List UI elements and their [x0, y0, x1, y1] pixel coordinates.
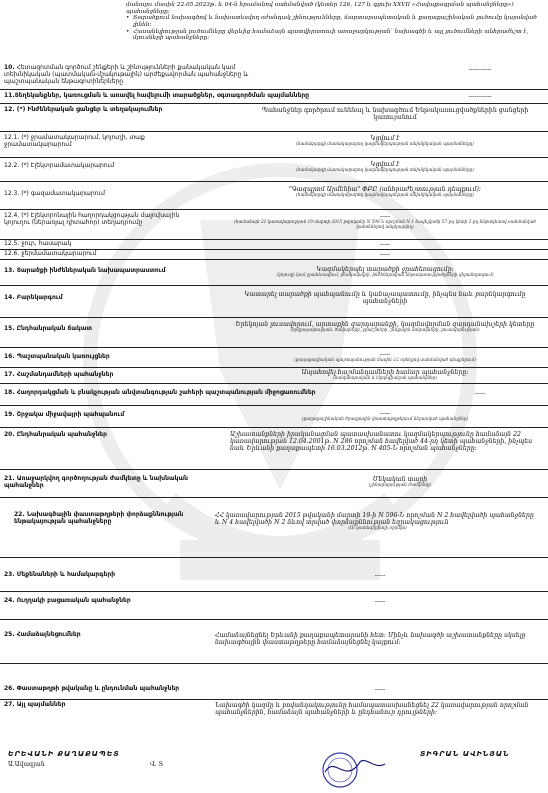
row-label: 12. (*) Ինժեներական ցանցեր և տեղակայումներ	[4, 106, 163, 113]
row-26	[0, 664, 548, 700]
row-label: 12.5. ջուր, հասարակ	[4, 240, 72, 247]
intro-bullet: • Տարածքում նախագծով և նախատեսվող օժանդակ շինությունները, ճարտարապետական և քաղաքաշինական լուծումը կայանված լինեն։	[126, 15, 542, 28]
row-label: 22. Նախագծային փաստաթղթերի փորձաքննության ենթակայության պահանջները	[14, 511, 184, 525]
row-24	[0, 592, 548, 620]
row-27	[0, 700, 548, 744]
row-label: 24. Ուղղակի բացառական պահանջներ	[4, 597, 131, 604]
row-label: 20. Ընդհանրական պահանջներ	[4, 431, 108, 438]
row-value: Երեկոյան լուսավորում, արտաքին զարդարանքի, կազմավորման զարդանախշերի կետերը (երկրաչափության, ծավալների, ջրաէշտերի, շենքային ամրակների, լուսավորության)	[235, 321, 535, 333]
row-label: 16. Պաշտպանական կառույցներ	[4, 353, 110, 360]
row-label: 23. Մեքենաների և համակարգերի	[4, 571, 116, 578]
row-label: 12.6. ջերմամատակարարում	[4, 250, 97, 257]
row-value: -----	[474, 390, 486, 397]
row-label: 12.4. (*) Էլեկտրոնային հաղորդակցության մալուխային կոյուղու (ներառյալ դիտահոր) տեղադրումը	[4, 212, 180, 226]
row-value: ----- (քաղաքացիական պաշտպանության մասին ՀՀ օրենքով սահմանված դեպքերում)	[293, 351, 477, 363]
row-value: Համաձայնեցնել Երևանի քաղաքապետարանի հետ։ Մինչև նախագծի աշխատանքները սկսելը նախագծային փաստաթղթերը համաձայնեցնել կայքում։	[215, 632, 526, 647]
mayor-title: ԵՐԵՎԱՆԻ ՔԱՂԱՔԱՊԵՏ	[8, 750, 120, 758]
intro-bullet: • Հասանելիության լուծումները վերևից համաձայն պատվիրատուի առաջարկության՝ նախագծի և այլ լուծումների անհրաժեշտ է, մյուսների պահանջները։	[126, 29, 542, 42]
row-value: Պահանջներ գործրում ունենալ և նախագծում Ենթակառուցվածքներին ցանցերի կառույանում	[261, 107, 529, 122]
row-18	[0, 384, 548, 406]
row-label: 14. Բարեկարգում	[4, 294, 63, 301]
row-value: Նախագծի կազմը և բովանդակությունը համապատասխանեցնել 22 կառավարության որոշման պահանջներին, համաձայն պահանջների և ընդհանուր դրույթների։	[215, 702, 529, 717]
row-12-3	[0, 182, 548, 210]
row-12-2	[0, 158, 548, 182]
signatory-name: ՏԻԳՐԱՆ ԱՎԻՆՅԱՆ	[420, 750, 510, 758]
row-20	[0, 428, 548, 470]
row-label: 26. Փաստաթղթի թվականը և ընդունման պահանջներ	[4, 685, 180, 692]
row-label: 10. Հետազոտման գործում շենքերի և շինությունների քանակական կամ տեխնիկական (պատմական-մշակութային) արժեքավորման պահանջները և պաշտպանական ենթագոտիներները	[4, 64, 249, 85]
intro-bullet-list	[126, 15, 542, 42]
row-label: 25. Համաձայնեցումներ	[4, 631, 81, 638]
row-12-4	[0, 210, 548, 240]
signature-block	[0, 750, 548, 793]
row-label: 18. Հաղորդակցման և բնակչության անվտանգության շահերի պաշտպանության միջոցառումներ	[4, 389, 316, 396]
row-label: 13. Տարածքի ինժեներական նախապատրաստում	[4, 267, 166, 274]
row-label: 15. Ընդհանրական ճակատ	[4, 325, 92, 332]
intro-block	[0, 0, 548, 42]
row-19	[0, 406, 548, 428]
row-12-6	[0, 250, 548, 260]
row-label: 27. Այլ պայմաններ	[4, 701, 66, 708]
signature-stamp-icon	[305, 750, 395, 790]
row-label: 17. Հաշմանդամների պահանջներ	[4, 371, 114, 378]
row-value: Կազմակերպել տարածքի ջրահեռացումը։ (կոյուղի կամ ջրահեռացում, բնակավայրի, ինժեներական ենթակառուցվածքների վերանորոգում)	[276, 266, 494, 278]
row-25	[0, 620, 548, 664]
row-13	[0, 260, 548, 286]
row-value: -----------	[468, 93, 492, 100]
mayor-subtitle: Ա.Ավագյան	[8, 761, 45, 768]
row-11	[0, 90, 548, 104]
row-label: 12.1. (*) ջրամատակարարում, կոյուղի, տաք ջրամատակարարում	[4, 134, 145, 148]
row-label: 12.2. (*) Էլեկտրամատակարարում	[4, 162, 115, 169]
row-label: 21. Առաջարկվող գործողության ժամկետը և նախնական պահանջներ	[4, 475, 188, 489]
row-label: 12.3. (*) գազամատակարարում	[4, 190, 105, 197]
intro-text: մանալու մասին 22.05.2023թ. և 04-ն հրամանով սահմանված (կետեր 126, 127 և գլուխ XXVII «Հավաքագրման պահանջները») պահանջները։	[126, 2, 514, 15]
row-label: 19. Շրջակա միջավայրի պահպանում	[4, 411, 125, 418]
row-value: Աշխատանքների իրականացման պատասխանատու կազմակերպությունը համաձայն 22 կառավարության 12.04.2001թ. N 286 որոշման հավելված 44-րդ կետի պահանջների, ինչպես նաև Երևանի քաղաքապետի 16.03.2012թ. N 405-Ն որոշման պահանջները։	[230, 431, 533, 453]
row-21	[0, 470, 548, 498]
row-value: -----------	[468, 66, 492, 73]
page-mark: Վ. Տ	[150, 761, 164, 768]
row-value: -----	[374, 598, 386, 605]
row-value: -----	[374, 572, 386, 579]
row-value: -----	[374, 686, 386, 693]
row-16	[0, 348, 548, 368]
row-value: "Գազպրոմ Արմենիա" ՓԲԸ (անհրաժեշտության դեպքում): (համակարգի մատակարարող կազմակերպության տեխնիկական պայմանները)	[288, 186, 482, 198]
row-10	[0, 62, 548, 90]
row-label: 11.Տեղեկանքներ, կառուցման և առավել հավելումի տարածքներ, օգտագործման պայմանները	[4, 92, 310, 99]
row-value: Մեկական տարի (շինարարության ժամկետը)	[368, 476, 432, 488]
row-value: Կատարել տարածքի պահպանումը և կանաչապատումը, ինչպես նաև բարեկարգումը պահանջների	[244, 291, 526, 306]
row-12	[0, 104, 548, 132]
row-value: -----	[379, 241, 391, 248]
row-14	[0, 286, 548, 318]
row-value: Կցվում է (համակարգի մատակարարող կազմակերպության տեխնիկական պայմանները)	[296, 135, 474, 147]
row-value: ----- (համաձայն 22 կառավարության 19 մարտի 2015 թվականի N 596-Ն որոշման N 1 հավելվածի 57-րդ կետի 2-րդ ենթակետով սահմանված կանոններով անցկացվող)	[234, 213, 536, 229]
row-12-5	[0, 240, 548, 250]
row-12-1	[0, 132, 548, 158]
row-22	[0, 498, 548, 558]
row-17	[0, 368, 548, 384]
row-value: ----- (քաղաքաշինական ծրագրային փաստաթղթերում ներառված պահանջներ)	[301, 410, 469, 422]
row-value: -----	[379, 251, 391, 258]
row-15	[0, 318, 548, 348]
row-value: Կցվում է (համակարգի մատակարարող կազմակերպության տեխնիկական պայմանները)	[296, 161, 474, 173]
row-23	[0, 558, 548, 592]
row-value: ՀՀ կառավարության 2015 թվականի մարտի 19-ի N 596-Ն որոշման N 2 հավելվածի պահանջները և N 4 հավելվածի N 2 ձևով տրված փորձաքննության եզրակացություն (III կատեգորիայի օբյեկտ)	[215, 512, 534, 531]
row-value: Ապահովել հաշմանդամների համար պահանջները։ (սանիտարական և էկոլոգիական պահանջներ)	[301, 369, 469, 381]
